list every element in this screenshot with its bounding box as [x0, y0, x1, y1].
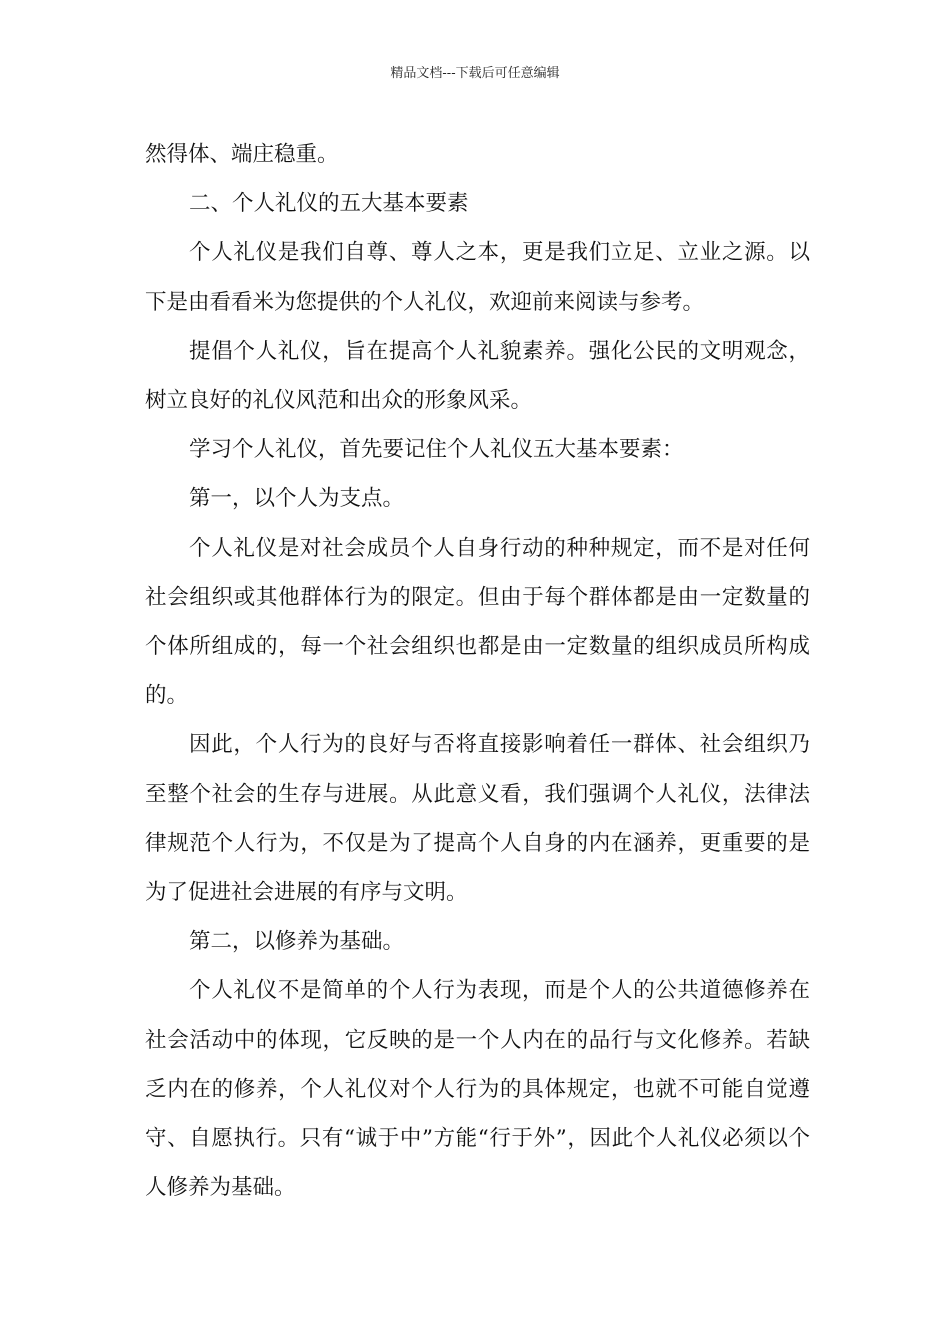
paragraph: 个人礼仪是我们自尊、尊人之本，更是我们立足、立业之源。以下是由看看米为您提供的个人礼仪，欢迎前来阅读与参考。 [145, 240, 810, 315]
paragraph: 个人礼仪不是简单的个人行为表现，而是个人的公共道德修养在社会活动中的体现，它反映的是一个人内在的品行与文化修养。若缺乏内在的修养，个人礼仪对个人行为的具体规定，也就不可能自觉遵守、自愿执行。只有“诚于中”方能“行于外”，因此个人礼仪必须以个人修养为基础。 [145, 978, 810, 1201]
paragraph: 学习个人礼仪，首先要记住个人礼仪五大基本要素： [189, 437, 684, 463]
document-body [145, 130, 810, 1212]
paragraph: 个人礼仪是对社会成员个人自身行动的种种规定，而不是对任何社会组织或其他群体行为的限定。但由于每个群体都是由一定数量的个体所组成的，每一个社会组织也都是由一定数量的组织成员所构成的。 [145, 535, 810, 709]
subheading: 第一，以个人为支点。 [189, 486, 405, 512]
paragraph: 提倡个人礼仪，旨在提高个人礼貌素养。强化公民的文明观念，树立良好的礼仪风范和出众的形象风采。 [145, 338, 810, 414]
paragraph-continuation: 然得体、端庄稳重。 [145, 142, 339, 167]
paragraph: 因此，个人行为的良好与否将直接影响着任一群体、社会组织乃至整个社会的生存与进展。从此意义看，我们强调个人礼仪，法律法律规范个人行为，不仅是为了提高个人自身的内在涵养，更重要的是为了促进社会进展的有序与文明。 [145, 732, 810, 906]
section-heading: 二、个人礼仪的五大基本要素 [189, 191, 469, 217]
subheading: 第二，以修养为基础。 [189, 929, 405, 955]
page-header: 精品文档---下载后可任意编辑 [390, 66, 560, 81]
